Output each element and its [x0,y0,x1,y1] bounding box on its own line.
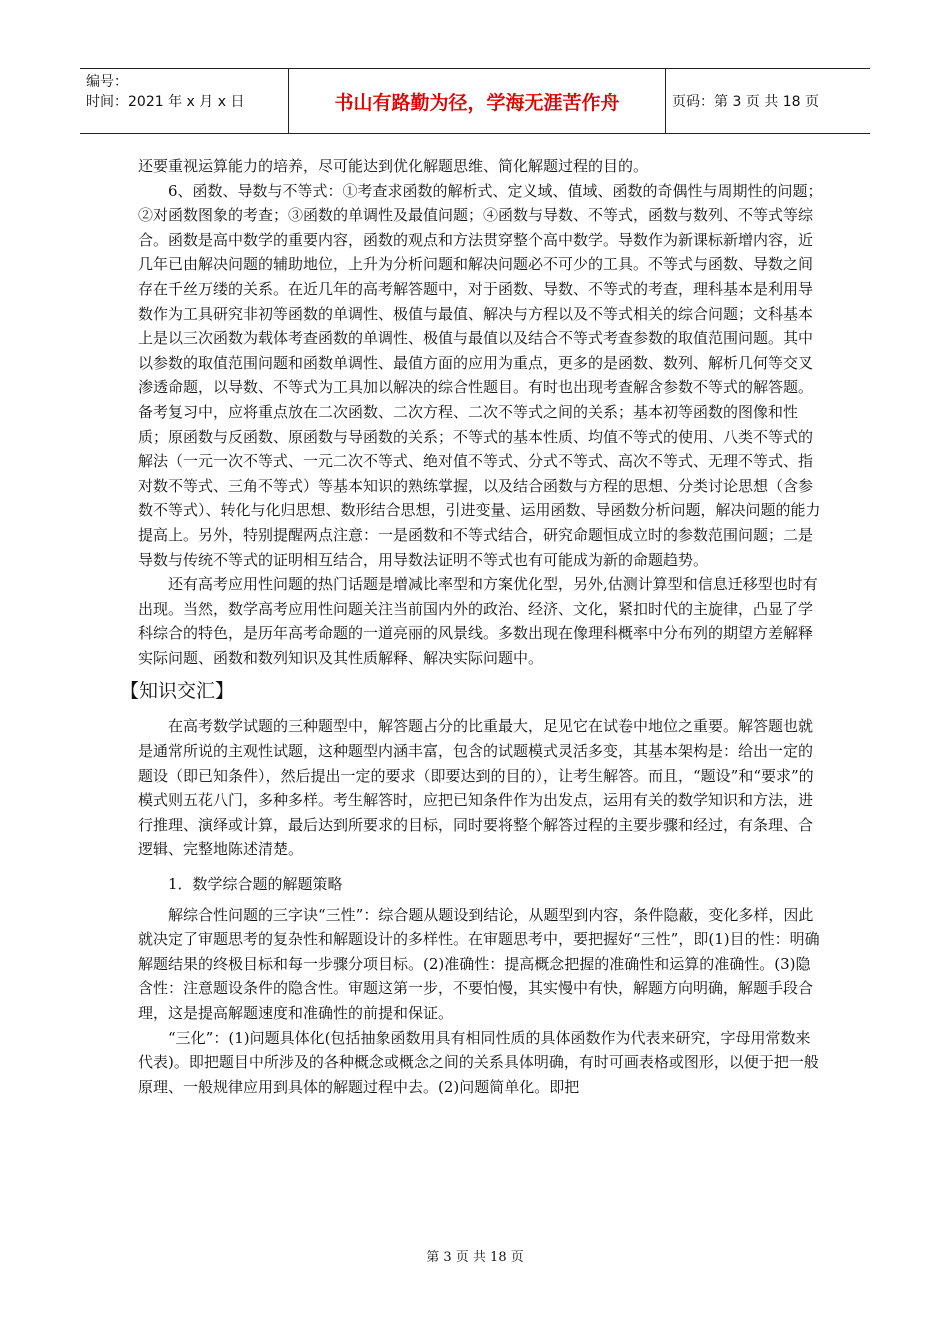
paragraph: 6、函数、导数与不等式：①考查求函数的解析式、定义域、值域、函数的奇偶性与周期性的问题；②对函数图象的考查；③函数的单调性及最值问题；④函数与导数、不等式，函数与数列、不等式等综合。函数是高中数学的重要内容，函数的观点和方法贯穿整个高中数学。导数作为新课标新增内容，近几年已由解决问题的辅助地位，上升为分析问题和解决问题必不可少的工具。不等式与函数、导数之间存在千丝万缕的关系。在近几年的高考解答题中，对于函数、导数、不等式的考查，理科基本是利用导数作为工具研究非初等函数的单调性、极值与最值、解决与方程以及不等式相关的综合问题；文科基本上是以三次函数为载体考查函数的单调性、极值与最值以及结合不等式考查参数的取值范围问题。其中以参数的取值范围问题和函数单调性、最值方面的应用为重点，更多的是函数、数列、解析几何等交叉渗透命题，以导数、不等式为工具加以解决的综合性题目。有时也出现考查解含参数不等式的解答题。备考复习中，应将重点放在二次函数、二次方程、二次不等式之间的关系；基本初等函数的图像和性质；原函数与反函数、原函数与导函数的关系；不等式的基本性质、均值不等式的使用、八类不等式的解法（一元一次不等式、一元二次不等式、绝对值不等式、分式不等式、高次不等式、无理不等式、指对数不等式、三角不等式）等基本知识的熟练掌握，以及结合函数与方程的思想、分类讨论思想（含参数不等式）、转化与化归思想、数形结合思想，引进变量、运用函数、导函数分析问题，解决问题的能力提高上。另外，特别提醒两点注意：一是函数和不等式结合，研究命题恒成立时的参数范围问题；二是导数与传统不等式的证明相互结合，用导数法证明不等式也有可能成为新的命题趋势。 [138,181,823,569]
header-motto: 书山有路勤为径，学海无涯苦作舟 [289,69,666,133]
page-footer: 第 3 页 共 18 页 [426,1250,524,1265]
page-header [80,68,870,134]
paragraph: “三化”：(1)问题具体化(包括抽象函数用具有相同性质的具体函数作为代表来研究，字母用常数来代表)。即把题目中所涉及的各种概念或概念之间的关系具体明确，有时可画表格或图形，以便于把一般原理、一般规律应用到具体的解题过程中去。(2)问题简单化。即把 [138,1028,819,1096]
paragraph: 在高考数学试题的三种题型中，解答题占分的比重最大，足见它在试卷中地位之重要。解答题也就是通常所说的主观性试题，这种题型内涵丰富，包含的试题模式灵活多变，其基本架构是：给出一定的题设（即已知条件），然后提出一定的要求（即要达到的目的），让考生解答。而且，“题设”和“要求”的模式则五花八门，多种多样。考生解答时，应把已知条件作为出发点，运用有关的数学知识和方法，进行推理、演绎或计算，最后达到所要求的目标，同时要将整个解答过程的主要步骤和经过，有条理、合逻辑、完整地陈述清楚。 [138,717,814,859]
paragraph: 解综合性问题的三字诀“三性”：综合题从题设到结论，从题型到内容，条件隐蔽，变化多样，因此就决定了审题思考的复杂性和解题设计的多样性。在审题思考中，要把握好“三性”，即(1)目的性：明确解题结果的终极目标和每一步骤分项目标。(2)准确性：提高概念把握的准确性和运算的准确性。(3)隐含性：注意题设条件的隐含性。审题这第一步，不要怕慢，其实慢中有快，解题方向明确，解题手段合理，这是提高解题速度和准确性的前提和保证。 [138,905,820,1022]
subsection-heading: 1．数学综合题的解题策略 [168,875,343,894]
section-heading: 【知识交汇】 [120,680,235,703]
document-date: 时间：2021 年 x 月 x 日 [86,94,245,110]
document-body [120,154,824,1099]
document-number: 编号： [86,74,128,90]
header-page-number: 页码：第 3 页 共 18 页 [672,94,819,110]
paragraph: 还要重视运算能力的培养，尽可能达到优化解题思维、简化解题过程的目的。 [138,157,649,175]
header-meta [80,69,289,133]
paragraph: 还有高考应用性问题的热门话题是增减比率型和方案优化型，另外,估测计算型和信息迁移型也时有出现。当然，数学高考应用性问题关注当前国内外的政治、经济、文化，紧扣时代的主旋律，凸显了学科综合的特色，是历年高考命题的一道亮丽的风景线。多数出现在像理科概率中分布列的期望方差解释实际问题、函数和数列知识及其性质解释、解决实际问题中。 [138,575,818,667]
